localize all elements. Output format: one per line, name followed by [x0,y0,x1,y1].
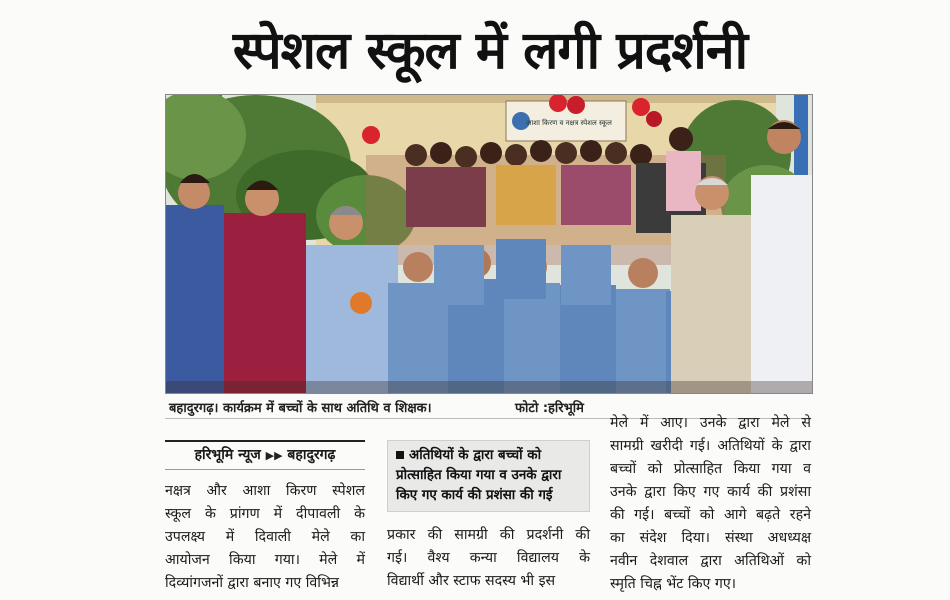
byline-source: हरिभूमि न्यूज [194,447,261,463]
bullet-square-icon [396,451,404,459]
byline [165,440,365,470]
woman-blue-saree [166,174,224,393]
text-line: गई। वैश्य कन्या विद्यालय के [387,550,590,566]
text-line: का संदेश दिया। संस्था अधध्यक्ष [610,530,811,546]
text-line: दिव्यांगजनों द्वारा बनाए गए विभिन्न [165,575,340,591]
photo-credit: फोटो :हरिभूमि [515,401,584,416]
text-line: सामग्री खरीदी गई। अतिथियों के द्वारा [610,438,811,454]
text-line: की गई। बच्चों को आगे बढ़ते रहने [610,507,811,523]
highlight-line: प्रोत्साहित किया गया व उनके द्वारा [396,468,562,483]
byline-place: बहादुरगढ़ [287,447,336,463]
text-line: विद्यार्थी और स्टाफ सदस्य भी इस [387,573,556,589]
text-line: उपलक्ष्य में दिवाली मेले का [165,529,365,545]
highlight-line: अतिथियों के द्वारा बच्चों को [409,448,542,463]
article-column-3 [610,412,811,596]
text-line: नक्षत्र और आशा किरण स्पेशल [165,483,365,499]
highlight-line: किए गए कार्य की प्रशंसा की गई [396,488,553,503]
col2-text [387,524,590,593]
group-photo [165,94,813,394]
banner-text: आशा किरण व नक्षत्र स्पेशल स्कूल [526,119,612,127]
col3-text [610,412,811,596]
photo-caption: बहादुरगढ़। कार्यक्रम में बच्चों के साथ अतिथि व शिक्षक। [169,401,432,416]
text-line: स्कूल के प्रांगण में दीपावली के [165,506,365,522]
text-line: उनके द्वारा किए गए कार्य की प्रशंसा [610,484,811,500]
text-line: स्मृति चिह्न भेंट किए गए। [610,576,737,592]
text-line: बच्चों को प्रोत्साहित किया गया व [610,461,811,477]
col1-text [165,480,365,595]
headline: स्पेशल स्कूल में लगी प्रदर्शनी [232,20,748,81]
highlight-box [387,440,590,512]
text-line: प्रकार की सामग्री की प्रदर्शनी की [387,527,590,543]
byline-arrows-icon: ▶▶ [265,449,283,462]
article-column-2 [387,440,590,593]
text-line: आयोजन किया गया। मेले में [165,552,365,568]
text-line: नवीन देशवाल द्वारा अतिथिओं को [610,553,811,569]
article-column-1 [165,440,365,595]
text-line: मेले में आए। उनके द्वारा मेले से [610,415,811,431]
